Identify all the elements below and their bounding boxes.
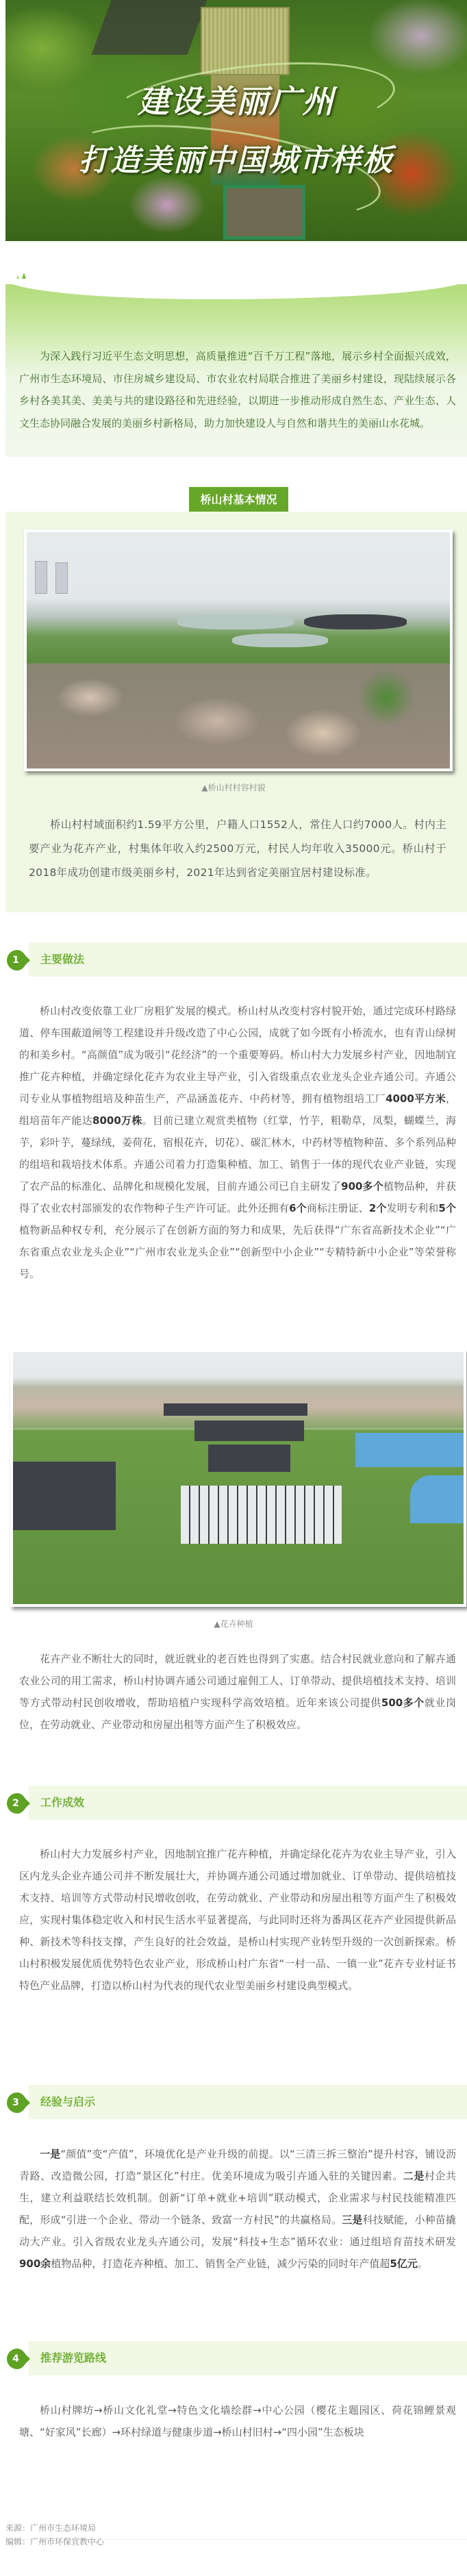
flower-photo-frame bbox=[10, 1349, 466, 1607]
footer-source: 来源：广州市生态环境局 bbox=[5, 2523, 97, 2533]
section-number: 1 bbox=[12, 955, 19, 966]
text-run: 桥山村大力发展乡村产业，因地制宜推广花卉种植，并确定绿化花卉为农业主导产业，引入区内龙头企业卉通公司并不断发展壮大，并协调卉通公司通过增加就业、订单带动、提供培植技术支持、培训等方式带动村民增收创收，在劳动就业、产业带动和房屋出租等方面产生了积极效应，实现村集体稳定收入和村民生活水平显著提高，与此同时还将为番禺区花卉产业园提供新品种、新技术等科技支撑，产生良好的社会效益，是桥山村实现产业转型升级的一次创新探索。桥山村积极发展优质优势特色农业产业，形成桥山村广东省“一村一品、一镇一业”花卉专业村证书特色产业品牌，打造以桥山村为代表的现代农业型美丽乡村建设典型模式。 bbox=[19, 1848, 456, 1992]
photo-blue-roof bbox=[355, 1433, 464, 1467]
section-title: 推荐游览路线 bbox=[40, 2351, 107, 2364]
section-title: 工作成效 bbox=[40, 1796, 85, 1809]
village-photo-caption: ▲桥山村村容村貌 bbox=[201, 783, 266, 792]
footer-editor: 编辑：广州市环保宣教中心 bbox=[5, 2537, 105, 2547]
section-header-bar bbox=[29, 942, 467, 977]
section-header-1 bbox=[5, 942, 467, 977]
flower-cultivation-photo bbox=[13, 1352, 464, 1604]
hero-title-line2: 打造美丽中国城市样板 bbox=[79, 143, 394, 178]
photo-blue-roof bbox=[410, 1475, 464, 1523]
intro-box bbox=[5, 284, 467, 457]
footer-credits bbox=[5, 2521, 104, 2549]
village-photo bbox=[27, 532, 450, 768]
text-run: 商标注册证、 bbox=[306, 1202, 369, 1214]
hero-road bbox=[91, 0, 207, 55]
emphasis-text: 5亿元 bbox=[390, 2258, 418, 2270]
text-run: 桥山村改变依靠工业厂房粗犷发展的模式。桥山村从改变村容村貌开始，通过完成环村路绿道、停车围蔽道闸等工程建设并升级改造了中心公园，成就了如今既有小桥流水，也有青山绿树的和美乡村。“高颜值”成为吸引“花经济”的一个重要筹码。桥山村大力发展乡村产业，因地制宜推广花卉种植，并确定绿化花卉为农业主导产业，引入省级重点农业龙头企业卉通公司。卉通公司专业从事植物组培及种苗生产，产品涵盖花卉、中药材等，拥有植物组培工厂 bbox=[19, 1005, 456, 1105]
basic-info-title: 桥山村基本情况 bbox=[189, 487, 288, 512]
text-run: 植物品种，并获得了农业农村部颁发的农作物种子生产许可证。此外还拥有 bbox=[19, 1180, 456, 1214]
text-run: “颜值”变“产值”，环境优化是产业升级的前提。以“三清三拆三整治”提升村容，铺设沥青路、改造微公园，打造“景区化”村庄。优美环境成为吸引卉通入驻的关键因素。 bbox=[19, 2148, 456, 2182]
text-run: 科技赋能，小种苗撬动大产业。引入省级农业龙头卉通公司，发展“科技+生态”循环农业：通过组培育苗技术研发 bbox=[19, 2214, 456, 2248]
section-header-bar bbox=[29, 1786, 467, 1820]
section-header-2 bbox=[5, 1786, 467, 1820]
emphasis-text: 4000平方米 bbox=[386, 1092, 446, 1105]
hero-banner-image bbox=[5, 0, 467, 241]
photo-greenhouse bbox=[304, 614, 407, 629]
emphasis-text: 6个 bbox=[289, 1202, 307, 1214]
section-title: 主要做法 bbox=[40, 953, 85, 966]
photo-shade-house bbox=[208, 1445, 290, 1472]
text-run: 村企共生，建立利益联结长效机制。创新“订单+就业+培训”联动模式，企业需求与村民技能精准匹配，形成“引进一个企业、带动一个链条、致富一方村民”的共赢格局。 bbox=[19, 2170, 456, 2226]
photo-tower bbox=[35, 561, 47, 594]
photo-pond bbox=[177, 614, 294, 629]
photo-shade-house bbox=[164, 1403, 307, 1416]
emphasis-text: 二是 bbox=[403, 2170, 425, 2182]
photo-shade-house bbox=[13, 1462, 116, 1530]
emphasis-text: 900多个 bbox=[341, 1180, 383, 1192]
text-run: 。目前已建立观赏类植物（红掌，竹芋，粗勒草，凤梨，蝴蝶兰，海芋，彩叶芋，蔓绿绒，姜荷花，宿根花卉，切花）、碳汇林木，中药材等植物种苗、多个系列品种的组培和栽培技术体系。卉通公司着力打造集种植、加工、销售于一体的现代农业产业链，实现了农产品的标准化、品牌化和规模化发展，目前卉通公司已自主研发了 bbox=[19, 1114, 456, 1192]
section-number: 2 bbox=[12, 1798, 19, 1809]
hero-title-line1: 建设美丽广州 bbox=[138, 83, 335, 120]
emphasis-text: 5个 bbox=[438, 1202, 457, 1214]
emphasis-text: 900余 bbox=[19, 2258, 51, 2270]
text-run: 。 bbox=[417, 2258, 428, 2270]
section-number: 3 bbox=[12, 2097, 19, 2108]
text-run: 发明专利和 bbox=[386, 1202, 439, 1214]
section-header-3 bbox=[5, 2085, 467, 2119]
section-1-paragraph-2 bbox=[19, 1648, 456, 1736]
text-run: 花卉产业不断壮大的同时，就近就业的老百姓也得到了实惠。结合村民就业意向和了解卉通农业公司的用工需求，桥山村协调卉通公司通过雇佣工人、订单带动、提供培植技术支持、培训等方式带动村民创收增收，帮助培植户实现科学高效培植。近年来该公司提供 bbox=[19, 1653, 456, 1709]
village-photo-frame bbox=[24, 529, 453, 771]
emphasis-text: 一是 bbox=[40, 2148, 61, 2160]
text-run: ，组培苗年产能达 bbox=[19, 1092, 456, 1127]
basic-info-paragraph: 桥山村村域面积约1.59平方公里，户籍人口1552人，常住人口约7000人。村内主要产业为花卉产业，村集体年收入约2500万元，村民人均年收入35000元。桥山村于2018年成功创建市级美丽乡村，2021年达到省定美丽宜居村建设标准。 bbox=[29, 818, 446, 879]
emphasis-text: 2个 bbox=[368, 1202, 387, 1214]
text-run: 就业岗位，在劳动就业、产业带动和房屋出租等方面产生了积极效应。 bbox=[19, 1697, 456, 1731]
section-title: 经验与启示 bbox=[40, 2095, 96, 2108]
emphasis-text: 500多个 bbox=[381, 1697, 425, 1709]
section-2-paragraph bbox=[19, 1843, 456, 1997]
section-header-4 bbox=[5, 2341, 467, 2375]
section-4-route-paragraph bbox=[19, 2399, 456, 2443]
photo-shade-house bbox=[194, 1421, 304, 1441]
photo-greenhouse bbox=[181, 1486, 342, 1544]
text-run: 桥山村牌坊→桥山文化礼堂→特色文化墙绘群→中心公园（樱花主题园区、荷花锦鲤景观塘、“好家风”长廊）→环村绿道与健康步道→桥山村旧村→“四小园”生态板块 bbox=[19, 2404, 456, 2438]
text-run: 植物品种，打造花卉种植、加工、销售全产业链，减少污染的同时年产值超 bbox=[51, 2258, 390, 2270]
section-1-paragraph-1 bbox=[19, 1000, 456, 1285]
emphasis-text: 三是 bbox=[342, 2214, 363, 2226]
section-number: 4 bbox=[12, 2353, 19, 2364]
text-run: 植物新品种权专利，充分展示了在创新方面的努力和成果，先后获得“广东省高新技术企业”“广东省重点农业龙头企业”“广州市农业龙头企业”“创新型中小企业”“专精特新中小企业”等荣誉称号。 bbox=[19, 1224, 456, 1280]
intro-paragraph: 为深入践行习近平生态文明思想，高质量推进“百千万工程”落地，展示乡村全面振兴成效，广州市生态环境局、市住房城乡建设局、市农业农村局联合推进了美丽乡村建设，现陆续展示各乡村各美其美、美美与共的建设路径和先进经验，以期进一步推动形成自然生态、产业生态、人文生态协同融合发展的美丽乡村新格局，助力加快建设人与自然和谐共生的美丽山水花城。 bbox=[19, 350, 456, 429]
photo-pond bbox=[232, 634, 328, 647]
photo-tower bbox=[55, 562, 68, 594]
section-3-paragraph bbox=[19, 2143, 456, 2275]
flower-photo-caption: ▲花卉种植 bbox=[214, 1619, 253, 1629]
emphasis-text: 8000万株 bbox=[92, 1114, 142, 1127]
